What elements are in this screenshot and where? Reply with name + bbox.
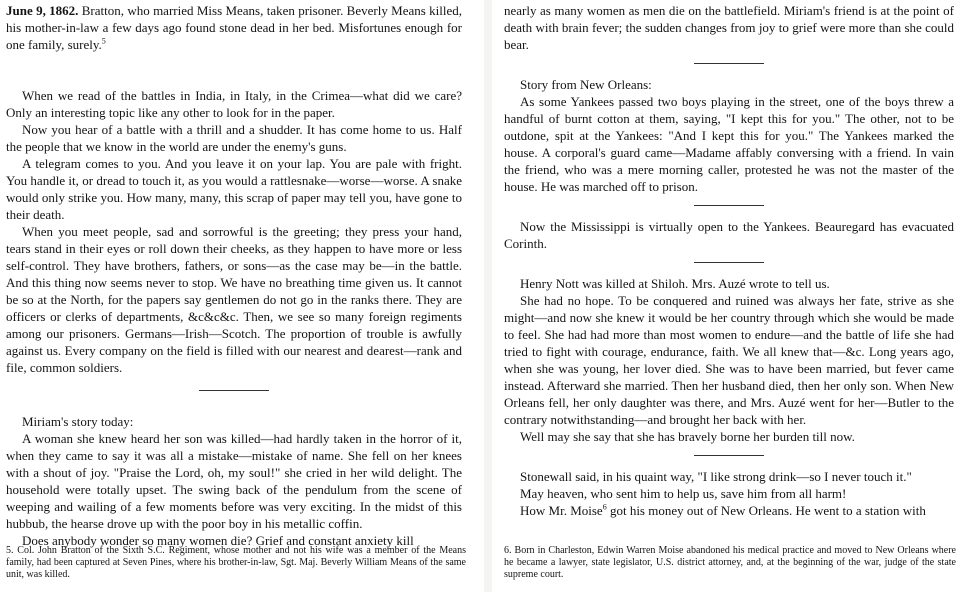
paragraph-nott: Henry Nott was killed at Shiloh. Mrs. Auzé wrote to tell us. xyxy=(520,276,830,291)
paragraph-miriam-story: A woman she knew heard her son was killed—had hardly taken in the horror of it, when they came to say it was all a mistake—mistake of name. She fell on her knees with a shout of joy. "Praise the Lord, oh, my soul!" she cried in her wild delight. The household were totally upset. The swing back of the pendulum from the scene of weeping and wailing of a few moments before was very exciting. In the midst of this hubbub, the hearse drove up with the poor boy in his metallic coffin. xyxy=(6,431,462,531)
paragraph-orleans-heading: Story from New Orleans: xyxy=(520,77,652,92)
paragraph-battles: When we read of the battles in India, in Italy, in the Crimea—what did we care? Only an interesting topic like any other to look for in the paper. xyxy=(6,88,462,120)
paragraph-stonewall: Stonewall said, in his quaint way, "I like strong drink—so I never touch it." xyxy=(520,469,912,484)
paragraph-greeting: When you meet people, sad and sorrowful is the greeting; they press your hand, tears stand in their eyes or roll down their cheeks, as they happen to have more or less self-control. They have brothers, fathers, or sons—as the case may be—in the battle. And this thing now seems never to stop. We have no breathing time given us. It cannot be so at the North, for the papers say gentlemen do not go in the ranks there. They are officers or clerks of departments, &c&c&c. Then, we see so many foreign regiments among our prisoners. Germans—Irish—Scotch. The proportion of trouble is awfully against us. Every company on the field is filled with our nearest and dearest—rank and file, common soldiers. xyxy=(6,224,462,375)
paragraph-no-hope: She had no hope. To be conquered and ruined was always her fate, strive as she might—and now she knew it would be her country through which she would be made to feel. She had had more than most women to endure—and the battle of life she had tried to fight with courage, endurance, faith. We all knew that—&c. Long years ago, when she was young, her lover died. She was to have been married, but fever came instead. Afterward she married. Then her husband died, then her only son. When New Orleans fell, her only daughter was there, and Mrs. Auzé went for her—Butler to the contrary notwithstanding—and brought her back with her. xyxy=(504,293,954,427)
footnote-5 xyxy=(6,545,466,581)
page-gutter xyxy=(484,0,492,592)
paragraph-continued: nearly as many women as men die on the battlefield. Miriam's friend is at the point of death with brain fever; the sudden changes from joy to grief were more than she could bear. xyxy=(504,3,954,52)
footnote-5-text: 5. Col. John Bratton of the Sixth S.C. Regiment, whose mother and not his wife was a member of the Means family, had been captured at Seven Pines, where his brother-in-law, Sgt. Maj. Beverly William Means of the same unit, was killed. xyxy=(6,545,466,580)
paragraph-grief: Does anybody wonder so many women die? Grief and constant anxiety kill xyxy=(22,533,414,548)
moise-text-b: got his money out of New Orleans. He went to a station with xyxy=(606,503,926,518)
left-page xyxy=(0,0,468,592)
paragraph-heaven: May heaven, who sent him to help us, save him from all harm! xyxy=(520,486,847,501)
paragraph-miriam-heading: Miriam's story today: xyxy=(22,414,134,429)
entry-june-9 xyxy=(6,2,462,53)
section-divider xyxy=(694,205,764,206)
footnote-6 xyxy=(504,545,956,581)
entry-text: Bratton, who married Miss Means, taken prisoner. Beverly Means killed, his mother-in-law a few days ago found stone dead in her bed. Misfortunes enough for one family, surely. xyxy=(6,3,463,52)
right-page xyxy=(500,0,960,592)
section-divider xyxy=(694,455,764,456)
paragraph-telegram: A telegram comes to you. And you leave it on your lap. You are pale with fright. You handle it, or dread to touch it, as you would a rattlesnake—worse—worse. A snake would only strike you. How many, many, this scrap of paper may tell you, have gone to their death. xyxy=(6,156,462,222)
moise-text-a: How Mr. Moise xyxy=(520,503,603,518)
entry-date: June 9, 1862. xyxy=(6,3,79,18)
paragraph-battle-thrill: Now you hear of a battle with a thrill and a shudder. It has come home to us. Half the people that we know in the world are under the enemy's guns. xyxy=(6,122,462,154)
paragraph-orleans-story: As some Yankees passed two boys playing in the street, one of the boys threw a handful of burnt cotton at them, saying, "I kept this for you." The other, not to be outdone, spit at the Yankees: "And I kept this for you." The Yankees marked the house. A corporal's guard came—Madame affably conversing with a friend. In vain the friend, who was a mere morning caller, protested he was not the master of the house. He was marched off to prison. xyxy=(504,94,954,194)
paragraph-burden: Well may she say that she has bravely borne her burden till now. xyxy=(520,429,855,444)
footnote-ref-5: 5 xyxy=(101,36,106,46)
section-divider xyxy=(199,390,269,391)
section-divider xyxy=(694,262,764,263)
footnote-ref-6: 6 xyxy=(602,502,607,512)
section-divider xyxy=(694,63,764,64)
paragraph-mississippi: Now the Mississippi is virtually open to the Yankees. Beauregard has evacuated Corinth. xyxy=(504,219,954,251)
footnote-6-text: 6. Born in Charleston, Edwin Warren Moise abandoned his medical practice and moved to New Orleans where he became a lawyer, state legislator, U.S. district attorney, and, at the beginning of the war, judge of the state supreme court. xyxy=(504,545,956,580)
paragraph-moise xyxy=(504,502,954,519)
